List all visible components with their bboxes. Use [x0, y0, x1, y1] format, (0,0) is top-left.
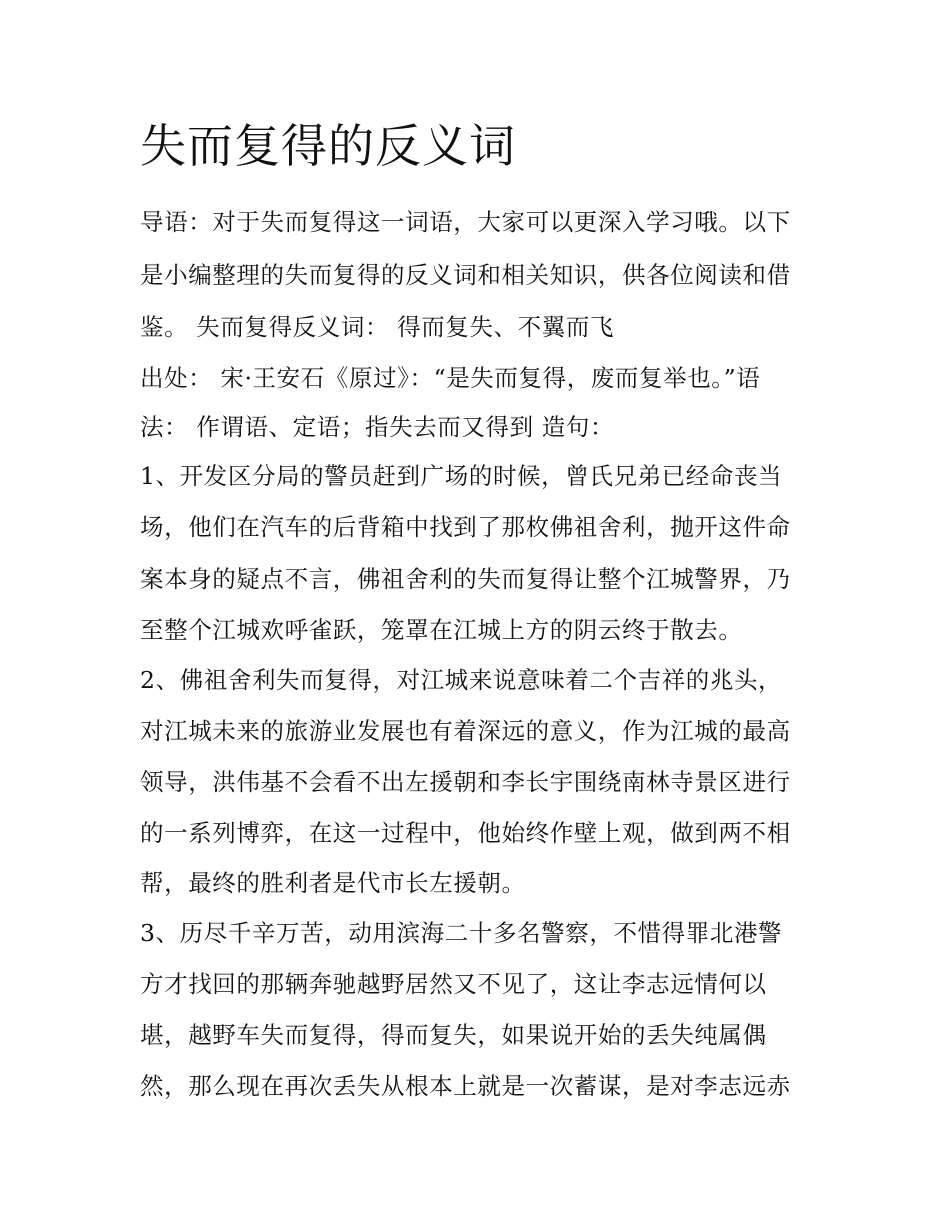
- text-line: 方才找回的那辆奔驰越野居然又不见了，这让李志远情何以: [140, 970, 767, 998]
- document-title: 失而复得的反义词: [140, 119, 516, 173]
- text-line: 堪，越野车失而复得，得而复失，如果说开始的丢失纯属偶: [140, 1021, 767, 1049]
- text-line: 导语：对于失而复得这一词语，大家可以更深入学习哦。以下: [140, 208, 791, 236]
- text-line: 对江城未来的旅游业发展也有着深远的意义，作为江城的最高: [140, 717, 791, 745]
- text-line: 场，他们在汽车的后背箱中找到了那枚佛祖舍利，抛开这件命: [140, 513, 791, 541]
- text-line: 领导，洪伟基不会看不出左援朝和李长宇围绕南林寺景区进行: [140, 768, 791, 796]
- text-line: 出处： 宋·王安石《原过》：“是失而复得，废而复举也。”语: [140, 364, 761, 392]
- text-line: 鉴。 失而复得反义词： 得而复失、不翼而飞: [140, 313, 615, 341]
- text-line: 至整个江城欢呼雀跃，笼罩在江城上方的阴云终于散去。: [140, 616, 743, 644]
- text-line: 是小编整理的失而复得的反义词和相关知识，供各位阅读和借: [140, 261, 791, 289]
- text-line: 然，那么现在再次丢失从根本上就是一次蓄谋，是对李志远赤: [140, 1072, 791, 1100]
- text-line: 1、开发区分局的警员赶到广场的时候，曾氏兄弟已经命丧当: [140, 462, 783, 490]
- text-line: 2、佛祖舍利失而复得，对江城来说意味着二个吉祥的兆头，: [140, 666, 783, 694]
- text-line: 案本身的疑点不言，佛祖舍利的失而复得让整个江城警界，乃: [140, 565, 791, 593]
- text-line: 法： 作谓语、定语；指失去而又得到 造句：: [140, 413, 615, 441]
- text-line: 3、历尽千辛万苦，动用滨海二十多名警察，不惜得罪北港警: [140, 919, 783, 947]
- text-line: 的一系列博弈，在这一过程中，他始终作壁上观，做到两不相: [140, 819, 791, 847]
- text-line: 帮，最终的胜利者是代市长左援朝。: [140, 869, 526, 897]
